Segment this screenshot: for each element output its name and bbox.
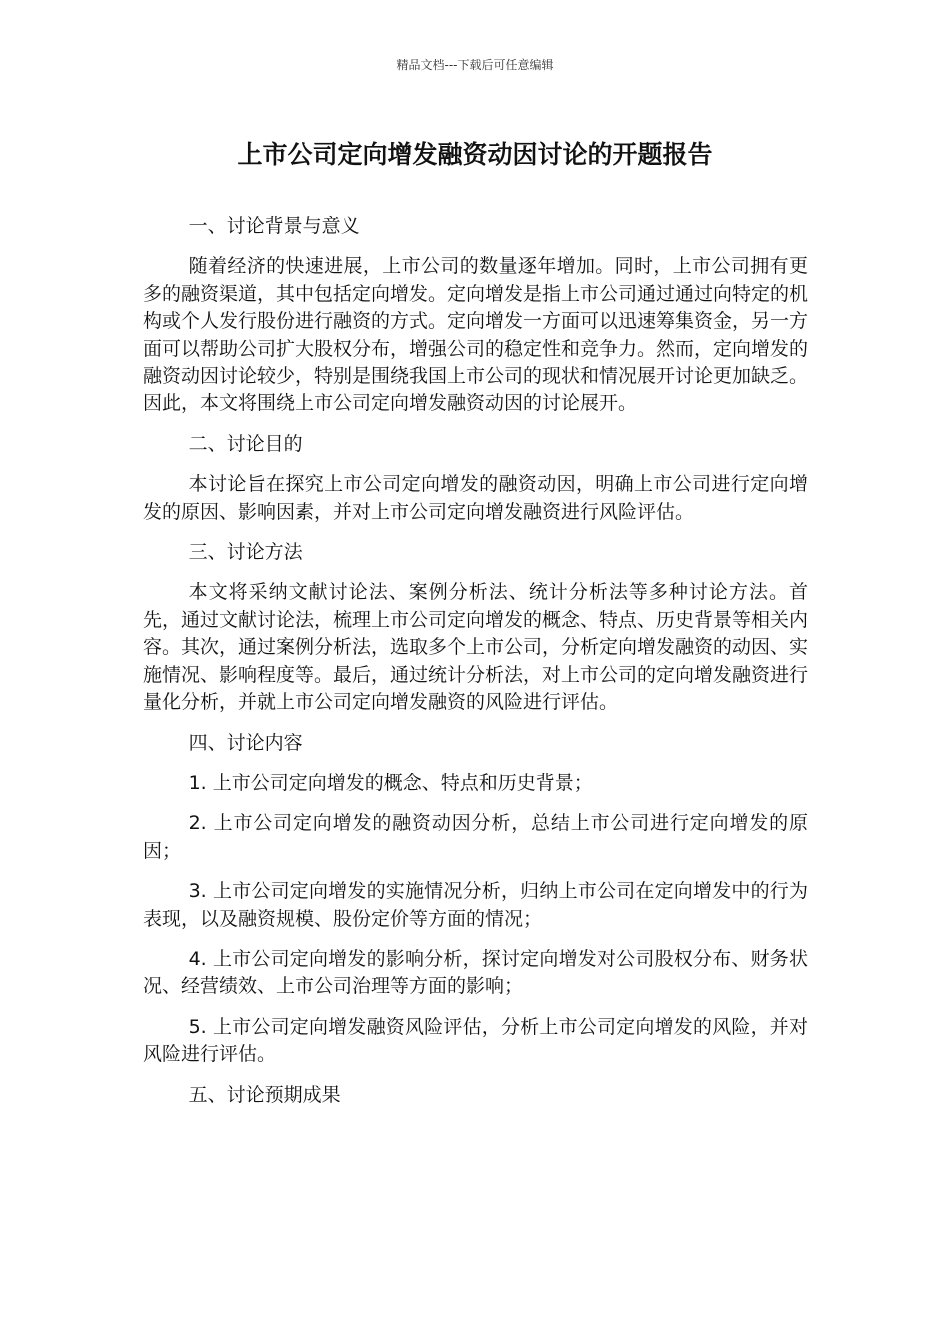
content-list-item: 4. 上市公司定向增发的影响分析，探讨定向增发对公司股权分布、财务状况、经营绩效、上市公司治理等方面的影响； <box>143 947 808 998</box>
paragraph-purpose: 本讨论旨在探究上市公司定向增发的融资动因，明确上市公司进行定向增发的原因、影响因素，并对上市公司定向增发融资进行风险评估。 <box>143 473 808 523</box>
content-list-item: 5. 上市公司定向增发融资风险评估，分析上市公司定向增发的风险，并对风险进行评估。 <box>143 1015 808 1066</box>
content-list-item: 2. 上市公司定向增发的融资动因分析，总结上市公司进行定向增发的原因； <box>143 812 808 862</box>
content-list-item: 3. 上市公司定向增发的实施情况分析，归纳上市公司在定向增发中的行为表现，以及融资规模、股份定价等方面的情况； <box>143 880 808 930</box>
document-title: 上市公司定向增发融资动因讨论的开题报告 <box>237 140 713 169</box>
paragraph-method: 本文将采纳文献讨论法、案例分析法、统计分析法等多种讨论方法。首先，通过文献讨论法，梳理上市公司定向增发的概念、特点、历史背景等相关内容。其次，通过案例分析法，选取多个上市公司，分析定向增发融资的动因、实施情况、影响程度等。最后，通过统计分析法，对上市公司的定向增发融资进行量化分析，并就上市公司定向增发融资的风险进行评估。 <box>143 581 809 714</box>
section-heading-method: 三、讨论方法 <box>188 541 303 564</box>
section-heading-background: 一、讨论背景与意义 <box>188 215 360 237</box>
content-list-item: 1. 上市公司定向增发的概念、特点和历史背景； <box>188 771 593 794</box>
page-header: 精品文档---下载后可任意编辑 <box>396 58 554 72</box>
section-heading-expected-results: 五、讨论预期成果 <box>188 1083 341 1106</box>
document-body <box>143 213 808 1122</box>
section-heading-purpose: 二、讨论目的 <box>188 432 303 455</box>
section-heading-content: 四、讨论内容 <box>188 731 303 754</box>
paragraph-background: 随着经济的快速进展，上市公司的数量逐年增加。同时，上市公司拥有更多的融资渠道，其中包括定向增发。定向增发是指上市公司通过通过向特定的机构或个人发行股份进行融资的方式。定向增发一方面可以迅速筹集资金，另一方面可以帮助公司扩大股权分布，增强公司的稳定性和竞争力。然而，定向增发的融资动因讨论较少，特别是围绕我国上市公司的现状和情况展开讨论更加缺乏。因此，本文将围绕上市公司定向增发融资动因的讨论展开。 <box>143 255 809 415</box>
